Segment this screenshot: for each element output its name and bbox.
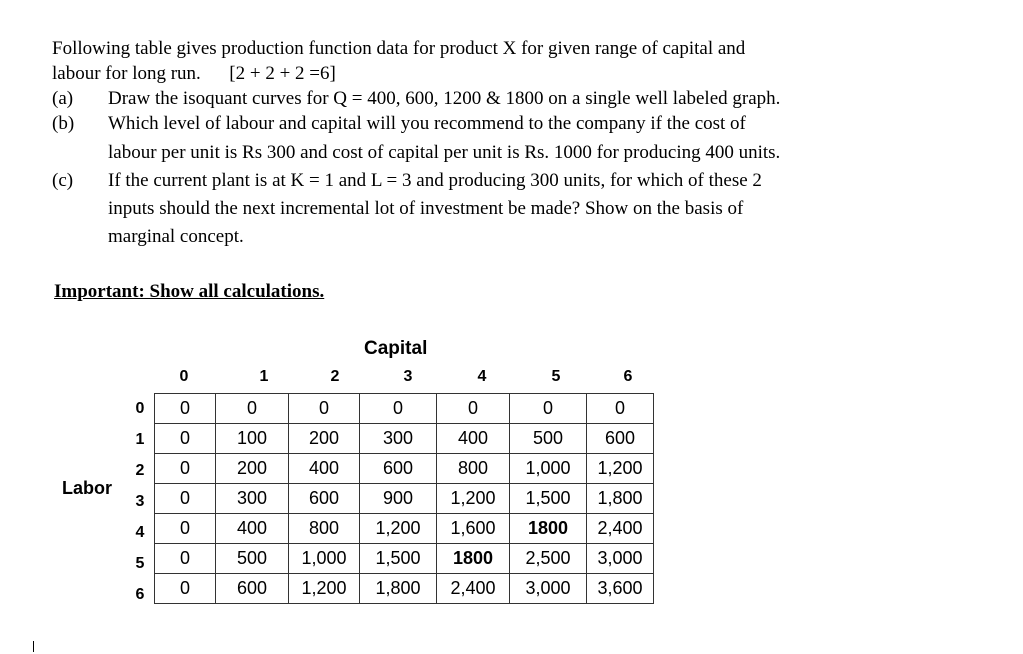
- table-cell: 400: [437, 424, 510, 454]
- table-cell: 300: [216, 484, 289, 514]
- table-cell: 600: [216, 574, 289, 604]
- table-cell: 600: [289, 484, 360, 514]
- part-c-line-1: If the current plant is at K = 1 and L = 3 and producing 300 units, for which of these 2: [108, 170, 762, 191]
- table-cell: 3,600: [587, 574, 654, 604]
- intro-line-2: labour for long run. [2 + 2 + 2 =6]: [52, 63, 336, 84]
- table-row: [155, 394, 654, 424]
- table-cell: 1,500: [360, 544, 437, 574]
- table-cell: 500: [216, 544, 289, 574]
- table-row: [155, 514, 654, 544]
- labor-head-5: 5: [135, 555, 145, 572]
- part-b-label: (b): [52, 113, 75, 134]
- table-cell: 2,400: [587, 514, 654, 544]
- table-row: [155, 484, 654, 514]
- capital-head-1: 1: [259, 368, 269, 385]
- table-cell: 1,200: [289, 574, 360, 604]
- labor-head-3: 3: [135, 493, 145, 510]
- table-cell: 1,500: [510, 484, 587, 514]
- table-cell: 2,500: [510, 544, 587, 574]
- part-b-line-2: labour per unit is Rs 300 and cost of capital per unit is Rs. 1000 for producing 400 units.: [108, 142, 781, 163]
- production-table: [154, 393, 654, 604]
- table-cell: 0: [155, 484, 216, 514]
- part-c-label: (c): [52, 170, 74, 191]
- table-row: [155, 454, 654, 484]
- table-row: [155, 424, 654, 454]
- part-a-label: (a): [52, 88, 74, 109]
- table-cell: 1,200: [437, 484, 510, 514]
- table-row: [155, 574, 654, 604]
- table-cell: 300: [360, 424, 437, 454]
- table-cell-highlighted: 1800: [510, 514, 587, 544]
- table-cell: 3,000: [587, 544, 654, 574]
- labor-head-6: 6: [135, 586, 145, 603]
- table-cell: 800: [437, 454, 510, 484]
- table-cell: 0: [289, 394, 360, 424]
- table-cell: 1,800: [587, 484, 654, 514]
- table-cell: 600: [360, 454, 437, 484]
- table-cell: 0: [155, 454, 216, 484]
- table-cell: 0: [155, 544, 216, 574]
- capital-axis-title: Capital: [364, 338, 428, 359]
- table-cell: 800: [289, 514, 360, 544]
- table-cell: 400: [289, 454, 360, 484]
- capital-head-5: 5: [551, 368, 561, 385]
- table-cell: 1,800: [360, 574, 437, 604]
- text-cursor: [33, 641, 34, 652]
- table-cell: 0: [437, 394, 510, 424]
- table-cell: 0: [155, 394, 216, 424]
- table-cell: 0: [587, 394, 654, 424]
- table-cell: 3,000: [510, 574, 587, 604]
- table-cell: 600: [587, 424, 654, 454]
- capital-head-4: 4: [477, 368, 487, 385]
- table-cell: 0: [216, 394, 289, 424]
- table-cell: 200: [216, 454, 289, 484]
- intro-line-1: Following table gives production function data for product X for given range of capital and: [52, 38, 746, 59]
- capital-head-6: 6: [623, 368, 633, 385]
- capital-head-2: 2: [330, 368, 340, 385]
- labor-head-1: 1: [135, 431, 145, 448]
- table-cell: 1,000: [289, 544, 360, 574]
- table-cell: 0: [155, 514, 216, 544]
- table-cell: 0: [155, 574, 216, 604]
- part-c-line-3: marginal concept.: [108, 226, 244, 247]
- table-cell: 0: [155, 424, 216, 454]
- important-note: Important: Show all calculations.: [54, 281, 325, 302]
- table-cell: 200: [289, 424, 360, 454]
- table-cell: 1,200: [587, 454, 654, 484]
- table-cell: 500: [510, 424, 587, 454]
- labor-axis-title: Labor: [62, 478, 113, 498]
- part-c-line-2: inputs should the next incremental lot of investment be made? Show on the basis of: [108, 198, 744, 219]
- table-cell: 0: [360, 394, 437, 424]
- table-cell: 400: [216, 514, 289, 544]
- table-cell-highlighted: 1800: [437, 544, 510, 574]
- part-a-line-1: Draw the isoquant curves for Q = 400, 600, 1200 & 1800 on a single well labeled graph.: [108, 88, 781, 109]
- table-cell: 2,400: [437, 574, 510, 604]
- labor-head-4: 4: [135, 524, 145, 541]
- table-cell: 1,600: [437, 514, 510, 544]
- capital-head-0: 0: [179, 368, 189, 385]
- labor-head-0: 0: [135, 400, 145, 417]
- table-cell: 0: [510, 394, 587, 424]
- part-b-line-1: Which level of labour and capital will you recommend to the company if the cost of: [108, 113, 746, 134]
- capital-head-3: 3: [403, 368, 413, 385]
- table-cell: 1,000: [510, 454, 587, 484]
- table-cell: 900: [360, 484, 437, 514]
- labor-head-2: 2: [135, 462, 145, 479]
- table-cell: 1,200: [360, 514, 437, 544]
- table-cell: 100: [216, 424, 289, 454]
- table-row: [155, 544, 654, 574]
